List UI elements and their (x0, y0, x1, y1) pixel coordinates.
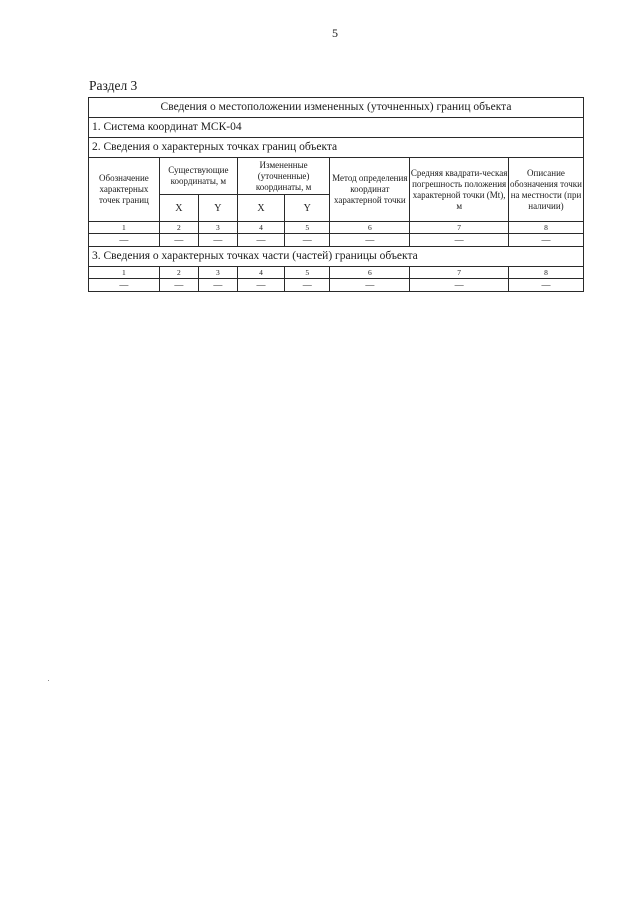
empty-cell: — (285, 279, 330, 292)
empty-cell: — (159, 279, 198, 292)
part-points-heading-row (89, 247, 584, 267)
header-point-designation: Обозначение характерных точек границ (89, 158, 160, 222)
column-number-row (89, 267, 584, 279)
table-caption: Сведения о местоположении измененных (уточненных) границ объекта (89, 98, 584, 118)
column-number: 7 (410, 222, 509, 234)
empty-cell: — (285, 234, 330, 247)
table-row (89, 234, 584, 247)
column-number: 4 (237, 267, 284, 279)
header-changed-coords: Измененные (уточненные) координаты, м (237, 158, 329, 195)
header-method: Метод определения координат характерной точки (330, 158, 410, 222)
column-number: 5 (285, 267, 330, 279)
header-description: Описание обозначения точки на местности (при наличии) (508, 158, 583, 222)
coordinate-system-row (89, 118, 584, 138)
empty-cell: — (198, 234, 237, 247)
boundary-table (88, 97, 584, 292)
empty-cell: — (410, 234, 509, 247)
column-number: 4 (237, 222, 284, 234)
section-title: Раздел 3 (89, 78, 138, 93)
empty-cell: — (89, 279, 160, 292)
header-error: Средняя квадрати-ческая погрешность положения характерной точки (Mt), м (410, 158, 509, 222)
column-number: 8 (508, 222, 583, 234)
column-number: 6 (330, 267, 410, 279)
column-number: 1 (89, 267, 160, 279)
empty-cell: — (330, 234, 410, 247)
points-heading-row (89, 138, 584, 158)
header-y-changed: Y (285, 195, 330, 222)
empty-cell: — (410, 279, 509, 292)
column-number: 2 (159, 222, 198, 234)
column-number: 7 (410, 267, 509, 279)
empty-cell: — (508, 279, 583, 292)
empty-cell: — (89, 234, 160, 247)
header-existing-coords: Существующие координаты, м (159, 158, 237, 195)
empty-cell: — (237, 234, 284, 247)
empty-cell: — (159, 234, 198, 247)
column-number: 6 (330, 222, 410, 234)
column-number: 2 (159, 267, 198, 279)
coordinate-system: 1. Система координат МСК-04 (89, 118, 584, 138)
column-number: 3 (198, 222, 237, 234)
scan-speck (48, 680, 49, 681)
column-number: 8 (508, 267, 583, 279)
empty-cell: — (508, 234, 583, 247)
column-number: 5 (285, 222, 330, 234)
table-row (89, 279, 584, 292)
column-number: 3 (198, 267, 237, 279)
header-x-changed: X (237, 195, 284, 222)
part-points-heading: 3. Сведения о характерных точках части (частей) границы объекта (89, 247, 584, 267)
header-y-existing: Y (198, 195, 237, 222)
empty-cell: — (330, 279, 410, 292)
header-row (89, 158, 584, 195)
column-number: 1 (89, 222, 160, 234)
points-heading: 2. Сведения о характерных точках границ объекта (89, 138, 584, 158)
column-number-row (89, 222, 584, 234)
table-caption-row (89, 98, 584, 118)
empty-cell: — (198, 279, 237, 292)
page-number: 5 (332, 26, 338, 40)
header-x-existing: X (159, 195, 198, 222)
empty-cell: — (237, 279, 284, 292)
